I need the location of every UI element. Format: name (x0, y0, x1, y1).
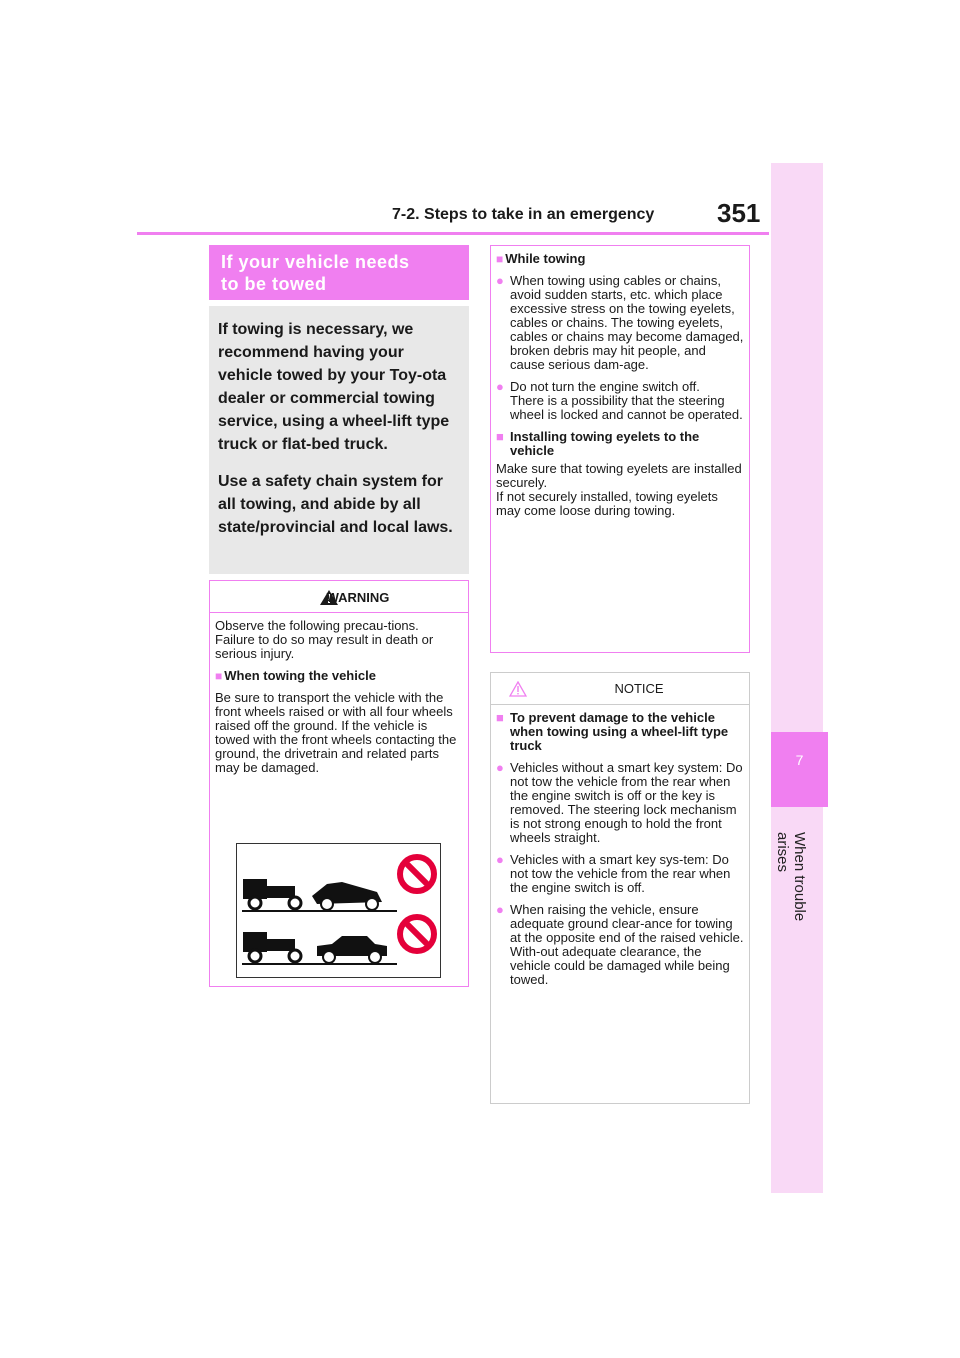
header-rule (137, 232, 769, 235)
list-item (496, 380, 744, 422)
section-title: 7-2. Steps to take in an emergency (392, 206, 655, 223)
notice-body (491, 705, 749, 987)
tow-truck-dolly-graphic (242, 932, 397, 964)
list-item-line: There is a possibility that the steering wheel is locked and cannot be operated. (510, 393, 743, 422)
list-item-text: Vehicles with a smart key sys-tem: Do not tow the vehicle from the rear when the engine switch is off. (510, 852, 731, 895)
circle-bullet-icon: ● (496, 760, 504, 775)
warning-subheading (215, 669, 463, 683)
eyelets-heading-text: Installing towing eyelets to the vehicle (510, 429, 700, 458)
notice-box (490, 672, 750, 1104)
notice-label: NOTICE (614, 681, 664, 696)
towing-illustration (236, 843, 441, 978)
intro-paragraph-1: If towing is necessary, we recommend having your vehicle towed by your Toy-ota dealer or commercial towing service, using a wheel-lift type truck or flat-bed truck. (218, 321, 450, 453)
circle-bullet-icon: ● (496, 852, 504, 867)
chapter-number-box (771, 732, 828, 807)
intro-paragraph-2: Use a safety chain system for all towing, and abide by all state/provincial and local laws. (218, 473, 453, 536)
while-towing-heading (496, 252, 744, 266)
list-item (496, 761, 744, 845)
prohibited-icon-2 (400, 917, 434, 951)
square-bullet-icon: ■ (496, 710, 504, 725)
caution-outline-icon (509, 681, 527, 697)
square-bullet-icon: ■ (496, 252, 504, 266)
eyelets-text-1: Make sure that towing eyelets are installed securely. (496, 461, 742, 490)
circle-bullet-icon: ● (496, 902, 504, 917)
warning-intro-1: Observe the following precau-tions. (215, 618, 419, 633)
warning-body (210, 613, 468, 775)
warning-subheading-text: When towing the vehicle (224, 668, 376, 683)
list-item (496, 274, 744, 372)
chapter-number: 7 (795, 752, 804, 768)
warning-label: WARNING (326, 590, 390, 605)
warning-intro-2: Failure to do so may result in death or serious injury. (215, 632, 434, 661)
prohibited-icon-1 (400, 857, 434, 891)
list-item-text: When raising the vehicle, ensure adequate ground clear-ance for towing at the opposite end of the raised vehicle. With-out adequate clearance, the vehicle could be damaged while being towed. (510, 902, 744, 987)
eyelets-heading (496, 430, 744, 458)
chapter-title: When trouble arises (774, 832, 808, 922)
list-item-text (510, 380, 744, 422)
list-item-line: Do not turn the engine switch off. (510, 379, 700, 394)
notice-header (491, 673, 749, 705)
section-heading (209, 245, 469, 300)
circle-bullet-icon: ● (496, 273, 504, 288)
warning-header (210, 581, 468, 613)
list-item (496, 853, 744, 895)
circle-bullet-icon: ● (496, 379, 504, 394)
page-number: 351 (717, 198, 761, 228)
eyelets-text-2: If not securely installed, towing eyelets may come loose during towing. (496, 489, 718, 518)
square-bullet-icon: ■ (496, 429, 504, 444)
while-towing-heading-text: While towing (505, 251, 586, 266)
chapter-side-tab[interactable] (771, 163, 823, 1193)
square-bullet-icon: ■ (215, 669, 223, 683)
tow-truck-front-down-graphic (242, 879, 397, 911)
warning-sub-text: Be sure to transport the vehicle with the front wheels raised or with all four wheels raised off the ground. If the vehicle is towed with the front wheels contacting the ground, the drivetrain and related parts may be damaged. (215, 690, 457, 775)
section-heading-line1: If your vehicle needs (221, 252, 410, 272)
list-item-text: When towing using cables or chains, avoid sudden starts, etc. which place excessive stress on the towing eyelets, cables or chains. The towing eyelets, cables or chains may become damaged, broken debris may hit people, and cause serious dam-age. (510, 273, 744, 372)
notice-subheading (496, 711, 744, 753)
notice-subheading-text: To prevent damage to the vehicle when towing using a wheel-lift type truck (510, 710, 729, 753)
list-item (496, 903, 744, 987)
list-item-text: Vehicles without a smart key system: Do not tow the vehicle from the rear when the engine switch is off or the key is removed. The steering lock mechanism is not strong enough to hold the front wheels straight. (510, 760, 743, 845)
intro-box (209, 306, 469, 574)
section-heading-line2: to be towed (221, 274, 327, 294)
warning-continued-box (490, 245, 750, 653)
